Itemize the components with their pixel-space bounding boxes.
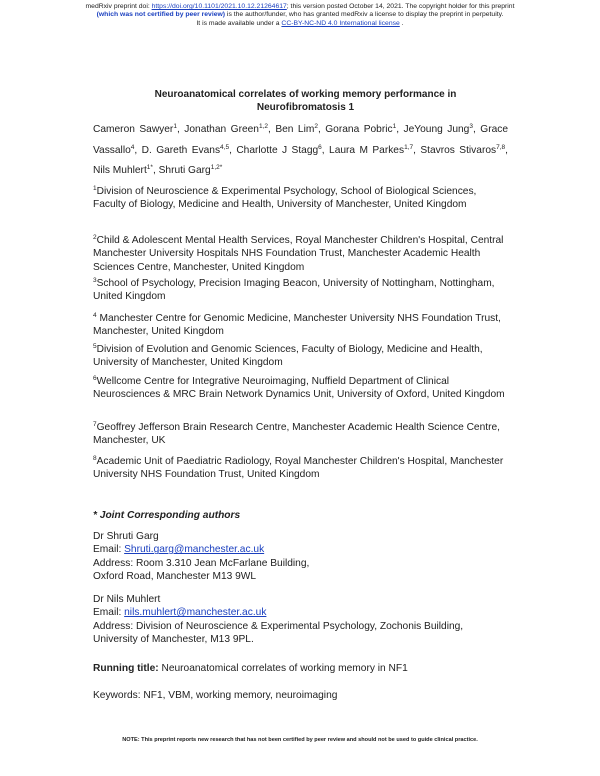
paper-title [93, 89, 518, 114]
author-affiliation-marker: 6 [318, 143, 322, 151]
author-affiliation-marker: 4 [130, 143, 135, 151]
author-separator: , [321, 144, 330, 156]
author-separator: , [229, 144, 237, 156]
corresponding-author-1-name: Dr Shruti Garg [93, 531, 159, 542]
author [329, 145, 420, 156]
corresponding-author-2-address-1: Address: Division of Neuroscience & Experimental Psychology, Zochonis Building, [93, 620, 464, 632]
author-separator: , [268, 124, 276, 135]
keywords: Keywords: NF1, VBM, working memory, neuroimaging [93, 690, 338, 701]
author-affiliation-marker: 7,8 [496, 143, 506, 151]
author-affiliation-marker: 1 [392, 123, 397, 130]
author-list [93, 120, 508, 182]
preprint-doi-link[interactable]: https://doi.org/10.1101/2021.10.12.21264617 [151, 3, 287, 10]
running-title [93, 662, 513, 675]
email-link-garg[interactable]: Shruti.garg@manchester.ac.uk [124, 544, 265, 556]
author-separator: , [396, 124, 404, 135]
author-name: JeYoung Jung [403, 124, 470, 135]
author-name: Jonathan Green [184, 124, 259, 135]
author [420, 145, 508, 156]
affiliation-5: $^5$Division of Evolution and Genomic Sciences, Faculty of Biology, Medicine and Health, University of Manchester, United Kingdom [93, 343, 483, 369]
author [275, 124, 325, 135]
preprint-header [0, 3, 600, 28]
license-link[interactable]: CC-BY-NC-ND 4.0 International license [281, 19, 400, 27]
affiliation-7: $^7$Geoffrey Jefferson Brain Research Centre, Manchester Academic Health Science Centre, Manchester, UK [93, 421, 500, 447]
author-separator: , [505, 144, 508, 156]
author-separator: , [413, 144, 421, 156]
author-name: Grace Vassallo [93, 124, 509, 156]
corresponding-author-2 [93, 593, 513, 646]
running-title-text: Neuroanatomical correlates of working memory in NF1 [158, 663, 408, 674]
affiliation-3: $^3$School of Psychology, Precision Imaging Beacon, University of Nottingham, Nottingham, United Kingdom [93, 277, 495, 303]
corresponding-author-2-address-2: University of Manchester, M13 9PL. [93, 633, 254, 645]
author [236, 145, 329, 156]
author-name: Charlotte J Stagg [236, 144, 319, 156]
corresponding-author-1 [93, 530, 513, 583]
author-separator: , [317, 124, 326, 135]
author-name: Ben Lim [275, 124, 315, 135]
author-separator: , [134, 144, 142, 156]
preprint-header-line-2 [0, 11, 600, 19]
corresponding-author-1-address-2: Oxford Road, Manchester M13 9WL [93, 570, 257, 582]
author [325, 124, 403, 135]
author-name: Gorana Pobric [325, 124, 393, 135]
author-affiliation-marker: 1* [146, 164, 153, 171]
preprint-header-line-1 [0, 3, 600, 11]
email-link-muhlert[interactable]: nils.muhlert@manchester.ac.uk [124, 607, 267, 619]
author-separator: , [152, 165, 159, 176]
author-name: Nils Muhlert [93, 165, 147, 176]
author [184, 124, 275, 135]
author-name: Shruti Garg [158, 165, 211, 176]
corresponding-author-2-name: Dr Nils Muhlert [93, 594, 161, 605]
author-separator: , [472, 124, 481, 135]
author-affiliation-marker: 2 [314, 123, 318, 130]
author-affiliation-marker: 1,7 [404, 143, 414, 151]
author [93, 124, 184, 135]
affiliation-8: $^8$Academic Unit of Paediatric Radiology, Royal Manchester Children's Hospital, Manchester University NHS Foundation Trust, United Kingdom [93, 455, 504, 481]
author [404, 124, 481, 135]
author-name: Laura M Parkes [329, 144, 405, 156]
author-affiliation-marker: 1,2* [210, 164, 223, 171]
author [159, 165, 223, 176]
affiliation-4: $^4$ Manchester Centre for Genomic Medicine, Manchester University NHS Foundation Trust, Manchester, United Kingdom [93, 312, 501, 338]
corresponding-author-2-email: Email: nils.muhlert@manchester.ac.uk [93, 607, 267, 619]
author-separator: , [176, 124, 185, 135]
author-name: Stavros Stivaros [420, 144, 497, 156]
paper-title-line-2: Neurofibromatosis 1 [256, 101, 355, 113]
author-affiliation-marker: 3 [469, 123, 473, 130]
license-prefix: It is made available under a [196, 19, 282, 27]
preprint-posted-text: ; this version posted October 14, 2021. The copyright holder for this preprint [286, 3, 515, 10]
author [93, 165, 159, 176]
peer-review-notice: (which was not certified by peer review) [96, 11, 226, 19]
preprint-header-line-3 [0, 20, 600, 28]
author-name: D. Gareth Evans [141, 144, 221, 156]
footer-note: NOTE: This preprint reports new research that has not been certified by peer review and should not be used to guide clinical practice. [122, 737, 478, 743]
author-affiliation-marker: 4,5 [220, 143, 230, 151]
preprint-doi-label: medRxiv preprint doi: [85, 3, 152, 10]
license-grant-text: is the author/funder, who has granted medRxiv a license to display the preprint in perpetuity. [225, 11, 504, 19]
author-name: Cameron Sawyer [93, 124, 174, 135]
corresponding-author-1-address-1: Address: Room 3.310 Jean McFarlane Building, [93, 557, 310, 569]
license-suffix: . [399, 19, 404, 27]
affiliation-2: $^2$Child & Adolescent Mental Health Services, Royal Manchester Children's Hospital, Central Manchester University Hospitals NHS Foundation Trust, Manchester Academic Health Sciences Centre, Manchester, United Kingdom [93, 234, 504, 273]
corresponding-author-1-email: Email: Shruti.garg@manchester.ac.uk [93, 544, 265, 556]
affiliation-6: $^6$Wellcome Centre for Integrative Neuroimaging, Nuffield Department of Clinical Neurosciences & MRC Brain Network Dynamics Unit, University of Oxford, United Kingdom [93, 375, 505, 401]
paper-title-line-1: Neuroanatomical correlates of working memory performance in [154, 89, 457, 100]
author-affiliation-marker: 1,2 [258, 123, 269, 130]
running-title-label: Running title: [93, 663, 159, 674]
author-affiliation-marker: 1 [173, 123, 177, 130]
corresponding-authors-heading: * Joint Corresponding authors [93, 510, 241, 521]
affiliation-1: $^1$Division of Neuroscience & Experimental Psychology, School of Biological Sciences, Faculty of Biology, Medicine and Health, University of Manchester, United Kingdom [93, 185, 477, 211]
author [142, 145, 237, 156]
